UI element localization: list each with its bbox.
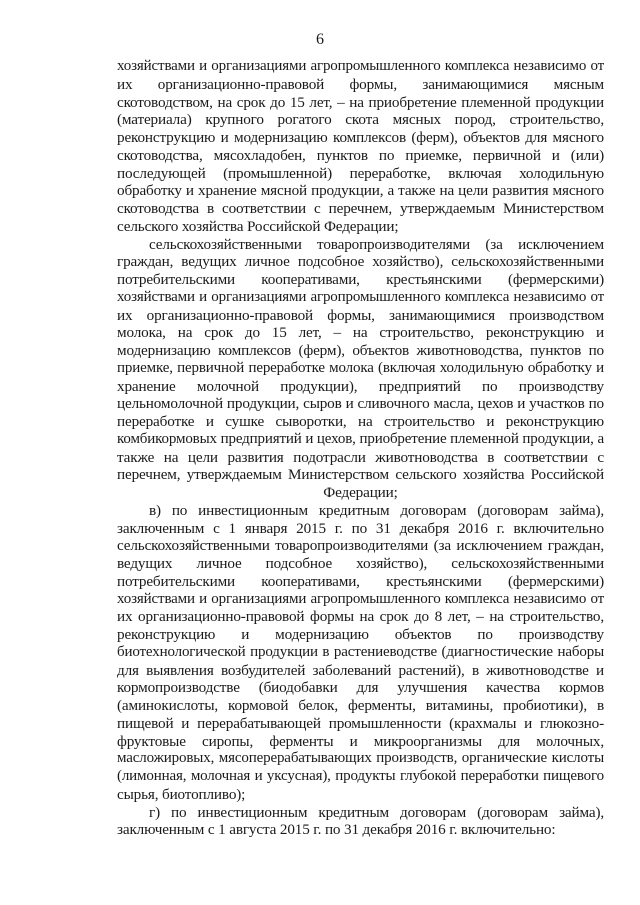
text-line: молока, на срок до 15 лет, – на строительство, реконструкцию и (117, 324, 604, 342)
text-line: последующей (промышленной) переработке, включая холодильную (117, 164, 604, 182)
text-line: кормопроизводстве (биодобавки для улучшения качества кормов (117, 679, 604, 697)
text-line: хозяйствами и организациями агропромышленного комплекса независимо от (117, 590, 604, 607)
page-number: 6 (316, 31, 324, 48)
text-line: хозяйствами и организациями агропромышленного комплекса независимо от (117, 288, 604, 305)
text-line: фруктовые сиропы, ферменты и микроорганизмы для молочных, (117, 732, 604, 750)
text-line: скотоводства в соответствии с перечнем, утверждаемым Министерством (117, 200, 604, 217)
text-line: их организационно-правовой формы, занимающимися мясным (117, 75, 604, 93)
text-line: скотоводства, мясохладобен, пунктов по приемке, первичной и (или) (117, 146, 604, 164)
text-line: в) по инвестиционным кредитным договорам (договорам займа), (149, 501, 604, 519)
text-line: масложировых, мясоперерабатывающих производств, органические кислоты (117, 750, 604, 767)
text-line: хозяйствами и организациями агропромышленного комплекса независимо от (117, 58, 604, 74)
text-line: переработке и сушке сыворотки, на строительство и реконструкцию (117, 413, 604, 430)
text-line: хранение молочной продукции), предприятий по производству (117, 377, 604, 395)
text-line: пищевой и перерабатывающей промышленности (крахмалы и глюкозно- (117, 714, 604, 732)
text-line: также на цели развития подотрасли животноводства в соответствии с (117, 448, 604, 466)
text-line: биотехнологической продукции в растениеводстве (диагностические наборы (117, 643, 604, 660)
text-line: комбикормовых предприятий и цехов, приобретение племенной продукции, а (117, 430, 604, 447)
text-line: обработку и хранение мясной продукции, а также на цели развития мясного (117, 182, 604, 200)
text-line: сырья, биотопливо); (117, 785, 246, 803)
text-line: перечнем, утверждаемым Министерством сельского хозяйства Российской (117, 466, 604, 484)
text-line: Федерации; (323, 484, 398, 501)
text-line: их организационно-правовой формы, занимающимися производством (117, 306, 604, 324)
text-line: заключенным с 1 января 2015 г. по 31 декабря 2016 г. включительно (117, 519, 604, 537)
text-line: (аминокислоты, кормовой белок, ферменты, витамины, пробиотики), в (117, 697, 604, 714)
text-line: приемке, первичной переработке молока (включая холодильную обработку и (117, 359, 604, 376)
text-line: для выявления возбудителей заболеваний растений), в животноводстве и (117, 661, 604, 679)
text-line: сельскохозяйственными товаропроизводителями (за исключением граждан, (117, 537, 604, 555)
text-line: реконструкцию и модернизацию комплексов (ферм), объектов для мясного (117, 129, 604, 146)
document-body (117, 58, 604, 839)
text-line: сельского хозяйства Российской Федерации; (117, 217, 399, 235)
text-line: (материала) крупного рогатого скота мясных пород, строительство, (117, 111, 604, 129)
text-line: потребительскими кооперативами, крестьянскими (фермерскими) (117, 271, 604, 288)
text-line: потребительскими кооперативами, крестьянскими (фермерскими) (117, 572, 604, 590)
text-line: ведущих личное подсобное хозяйство), сельскохозяйственными (117, 555, 604, 572)
text-line: скотоводством, на срок до 15 лет, – на приобретение племенной продукции (117, 93, 604, 111)
text-line: сельскохозяйственными товаропроизводителями (за исключением (149, 235, 604, 253)
text-line: (лимонная, молочная и уксусная), продукты глубокой переработки пищевого (117, 768, 604, 784)
text-line: цельномолочной продукции, сыров и сливочного масла, цехов и участков по (117, 395, 604, 413)
text-line: заключенным с 1 августа 2015 г. по 31 декабря 2016 г. включительно: (117, 821, 556, 839)
text-line: модернизацию комплексов (ферм), объектов животноводства, пунктов по (117, 342, 604, 359)
text-line: реконструкцию и модернизацию объектов по производству (117, 626, 604, 643)
text-line: их организационно-правовой формы на срок до 8 лет, – на строительство, (117, 608, 604, 626)
text-line: граждан, ведущих личное подсобное хозяйство), сельскохозяйственными (117, 253, 604, 271)
text-line: г) по инвестиционным кредитным договорам (договорам займа), (149, 803, 604, 821)
